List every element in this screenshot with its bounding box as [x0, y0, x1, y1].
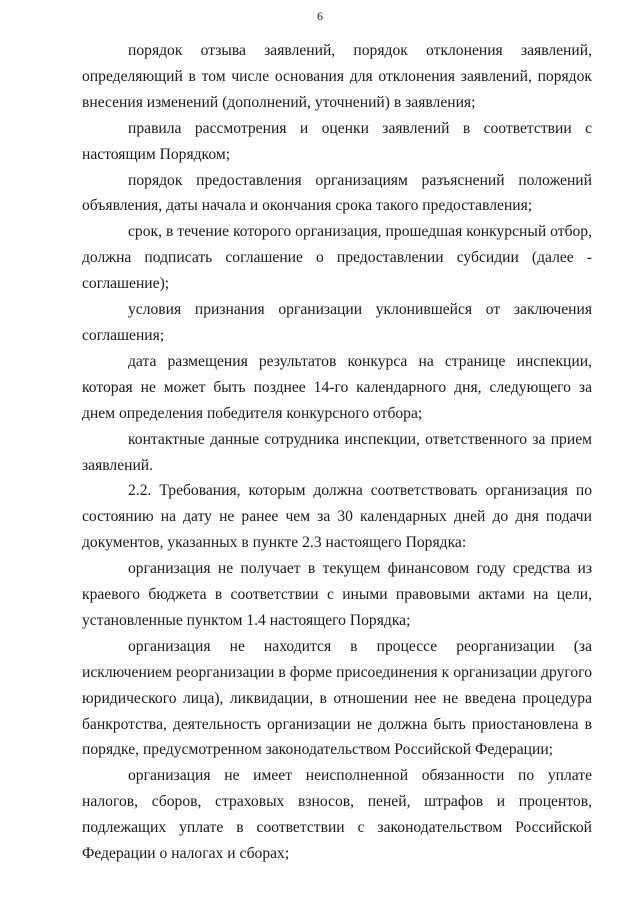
paragraph-no-tax-debts: организация не имеет неисполненной обязанности по уплате налогов, сборов, страховых взносов, пеней, штрафов и процентов, подлежащих уплате в соответствии с законодательством Российской Федерации о налогах и сборах;	[82, 767, 592, 863]
paragraph-review-rules: правила рассмотрения и оценки заявлений в соответствии с настоящим Порядком;	[82, 119, 592, 163]
page-number: 6	[317, 9, 323, 23]
paragraph-evasion-conditions: условия признания организации уклонившейся от заключения соглашения;	[82, 301, 592, 344]
document-body	[82, 38, 592, 867]
paragraph-no-other-budget-funds: организация не получает в текущем финансовом году средства из краевого бюджета в соответствии с иными правовыми актами на цели, установленные пунктом 1.4 настоящего Порядка;	[82, 560, 592, 629]
paragraph-section-2-2-requirements: 2.2. Требования, которым должна соответствовать организация по состоянию на дату не ранее чем за 30 календарных дней до дня подачи документов, указанных в пункте 2.3 настоящего Порядка:	[82, 482, 592, 552]
paragraph-withdrawal-order: порядок отзыва заявлений, порядок отклонения заявлений, определяющий в том числе основания для отклонения заявлений, порядок внесения изменений (дополнений, уточнений) в заявления;	[82, 42, 592, 111]
paragraph-no-reorganization: организация не находится в процессе реорганизации (за исключением реорганизации в форме присоединения к организации другого юридического лица), ликвидации, в отношении нее не введена процедура банкротства, деятельность организации не должна быть приостановлена в порядке, предусмотренном законодательством Российской Федерации;	[82, 637, 592, 759]
paragraph-clarifications-order: порядок предоставления организациям разъяснений положений объявления, даты начала и окончания срока такого предоставления;	[82, 171, 592, 215]
paragraph-contact-details: контактные данные сотрудника инспекции, ответственного за прием заявлений.	[82, 430, 592, 474]
paragraph-results-publication-date: дата размещения результатов конкурса на странице инспекции, которая не может быть позднее 14-го календарного дня, следующего за днем определения победителя конкурсного отбора;	[82, 352, 592, 422]
paragraph-signing-deadline: срок, в течение которого организация, прошедшая конкурсный отбор, должна подписать соглашение о предоставлении субсидии (далее - соглашение);	[82, 223, 592, 293]
